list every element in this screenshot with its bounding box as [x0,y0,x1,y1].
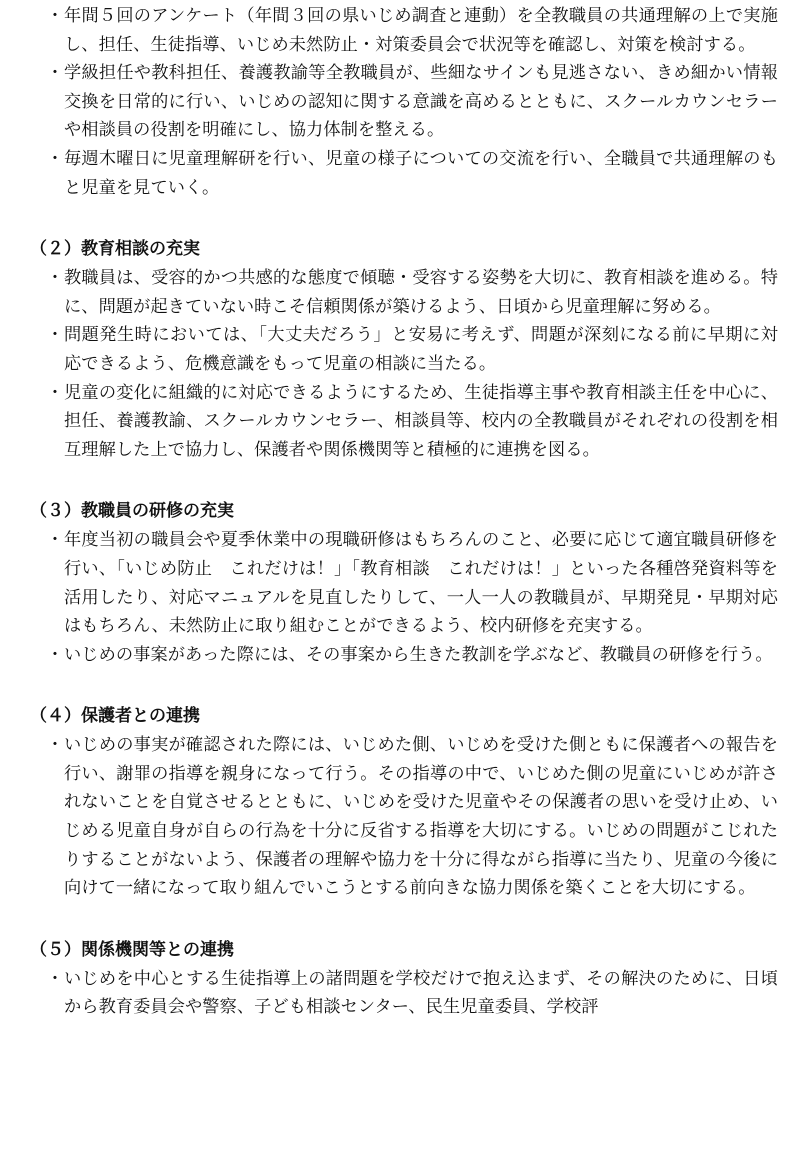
list-item [30,641,778,670]
item-text: いじめの事案があった際には、その事案から生きた教訓を学ぶなど、教職員の研修を行う。 [64,644,773,665]
item-text: 学級担任や教科担任、養護教諭等全教職員が、些細なサインも見逃さない、きめ細かい情報交換を日常的に行い、いじめの認知に関する意識を高めるとともに、スクールカウンセラーや相談員の役割を明確にし、協力体制を整える。 [64,63,778,141]
list-item [30,526,778,640]
item-text: いじめを中心とする生徒指導上の諸問題を学校だけで抱え込まず、その解決のために、日頃から教育委員会や警察、子ども相談センター、民生児童委員、学校評 [64,968,778,1018]
bullet-mark: ・ [46,325,64,346]
bullet-mark: ・ [46,268,64,289]
section-agency-cooperation [30,936,778,1022]
section-heading: （２）教育相談の充実 [30,239,200,260]
item-text: いじめの事実が確認された際には、いじめた側、いじめを受けた側ともに保護者への報告を行い、謝罪の指導を親身になって行う。その指導の中で、いじめた側の児童にいじめが許されないことを自覚させるとともに、いじめを受けた児童やその保護者の思いを受け止め、いじめる児童自身が自らの行為を十分に反省する指導を大切にする。いじめの問題がこじれたりすることがないよう、保護者の理解や協力を十分に得ながら指導に当たり、児童の今後に向けて一緒になって取り組んでいこうとする前向きな協力関係を築くことを大切にする。 [64,735,778,899]
intro-section [30,2,778,202]
list-item [30,2,778,59]
item-text: 教職員は、受容的かつ共感的な態度で傾聴・受容する姿勢を大切に、教育相談を進める。特に、問題が起きていない時こそ信頼関係が築けるよう、日頃から児童理解に努める。 [64,268,778,317]
bullet-mark: ・ [46,968,64,989]
section-heading: （５）関係機関等との連携 [30,939,234,960]
item-text: 年度当初の職員会や夏季休業中の現職研修はもちろんのこと、必要に応じて適宜職員研修を行い、「いじめ防止 これだけは！」「教育相談 これだけは！」といった各種啓発資料等を活用したり、対応マニュアルを見直したりして、一人一人の教職員が、早期発見・早期対応はもちろん、未然防止に取り組むことができるよう、校内研修を充実する。 [64,530,778,637]
list-item [30,145,778,202]
intro-list [30,2,778,202]
bullet-mark: ・ [46,644,64,665]
section-heading: （４）保護者との連携 [30,706,200,727]
bullet-mark: ・ [46,148,64,169]
bullet-mark: ・ [46,382,64,403]
item-text: 年間５回のアンケート（年間３回の県いじめ調査と連動）を全教職員の共通理解の上で実施し、担任、生徒指導、いじめ未然防止・対策委員会で状況等を確認し、対策を検討する。 [64,6,778,55]
list-item [30,264,778,321]
bullet-mark: ・ [46,530,64,551]
section-list [30,731,778,903]
bullet-mark: ・ [46,63,64,84]
section-heading: （３）教職員の研修の充実 [30,501,234,522]
list-item [30,321,778,378]
bullet-mark: ・ [46,6,64,26]
item-text: 児童の変化に組織的に対応できるようにするため、生徒指導主事や教育相談主任を中心に、担任、養護教諭、スクールカウンセラー、相談員等、校内の全教職員がそれぞれの役割を相互理解した上で協力し、保護者や関係機関等と積極的に連携を図る。 [64,382,778,460]
section-list [30,965,778,1022]
list-item [30,731,778,903]
item-text: 毎週木曜日に児童理解研を行い、児童の様子についての交流を行い、全職員で共通理解のもと児童を見ていく。 [64,148,778,198]
section-list [30,264,778,464]
section-list [30,526,778,669]
list-item [30,965,778,1022]
list-item [30,379,778,465]
item-text: 問題発生時においては、「大丈夫だろう」と安易に考えず、問題が深刻になる前に早期に対応できるよう、危機意識をもって児童の相談に当たる。 [64,325,778,374]
section-education-counseling [30,235,778,464]
section-guardian-cooperation [30,702,778,903]
section-staff-training [30,497,778,669]
list-item [30,59,778,145]
bullet-mark: ・ [46,735,64,756]
